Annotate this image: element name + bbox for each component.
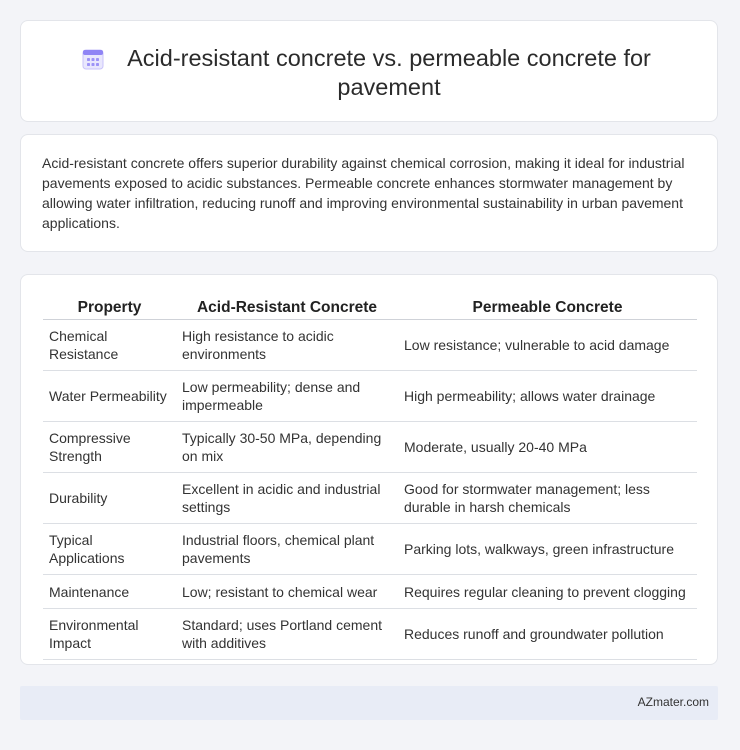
comparison-table	[43, 297, 697, 660]
permeable-cell: Reduces runoff and groundwater pollution	[398, 609, 697, 660]
header-permeable: Permeable Concrete	[398, 297, 697, 320]
footer-brand: AZmater.com	[637, 695, 709, 709]
page-title: Acid-resistant concrete vs. permeable concrete for pavement	[127, 45, 651, 100]
footer-bar	[20, 686, 718, 720]
acid-resistant-cell: Low; resistant to chemical wear	[176, 575, 398, 609]
property-cell: Typical Applications	[43, 524, 176, 575]
acid-resistant-cell: Excellent in acidic and industrial settings	[176, 473, 398, 524]
table-row	[43, 320, 697, 371]
permeable-cell: Requires regular cleaning to prevent clogging	[398, 575, 697, 609]
acid-resistant-cell: Typically 30-50 MPa, depending on mix	[176, 422, 398, 473]
summary-card	[20, 134, 718, 252]
comparison-table-card	[20, 274, 718, 665]
header-property: Property	[43, 297, 176, 320]
property-cell: Durability	[43, 473, 176, 524]
table-row	[43, 609, 697, 660]
property-cell: Chemical Resistance	[43, 320, 176, 371]
acid-resistant-cell: Industrial floors, chemical plant pavements	[176, 524, 398, 575]
table-row	[43, 422, 697, 473]
summary-text: Acid-resistant concrete offers superior durability against chemical corrosion, making it ideal for industrial pavements exposed to acidic substances. Permeable concrete enhances stormwater management by allowing water infiltration, reducing runoff and improving environmental sustainability in urban pavement applications.	[42, 155, 685, 231]
property-cell: Environmental Impact	[43, 609, 176, 660]
table-row	[43, 473, 697, 524]
property-cell: Maintenance	[43, 575, 176, 609]
property-cell: Compressive Strength	[43, 422, 176, 473]
acid-resistant-cell: Standard; uses Portland cement with additives	[176, 609, 398, 660]
permeable-cell: Good for stormwater management; less durable in harsh chemicals	[398, 473, 697, 524]
permeable-cell: Low resistance; vulnerable to acid damage	[398, 320, 697, 371]
property-cell: Water Permeability	[43, 371, 176, 422]
acid-resistant-cell: Low permeability; dense and impermeable	[176, 371, 398, 422]
table-row	[43, 371, 697, 422]
permeable-cell: Parking lots, walkways, green infrastructure	[398, 524, 697, 575]
table-row	[43, 575, 697, 609]
table-header-row	[43, 297, 697, 320]
permeable-cell: High permeability; allows water drainage	[398, 371, 697, 422]
title-card	[20, 20, 718, 122]
table-row	[43, 524, 697, 575]
acid-resistant-cell: High resistance to acidic environments	[176, 320, 398, 371]
header-acid-resistant: Acid-Resistant Concrete	[176, 297, 398, 320]
permeable-cell: Moderate, usually 20-40 MPa	[398, 422, 697, 473]
